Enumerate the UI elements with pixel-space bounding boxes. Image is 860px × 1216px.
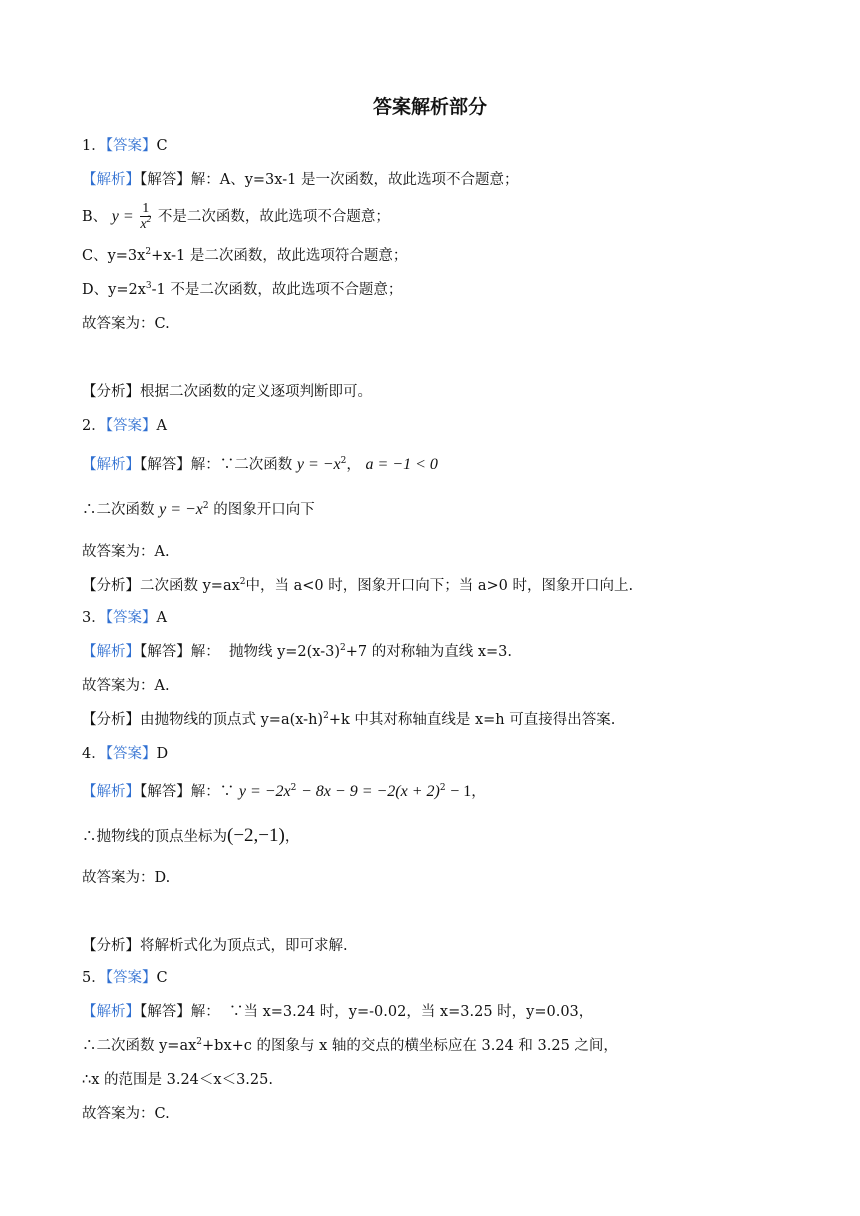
analysis-tag: 【解析】 <box>82 784 140 800</box>
answer-tag: 【答案】 <box>105 418 157 434</box>
q3-analysis: 【分析】由抛物线的顶点式 $y=a(x-h)^2+k$ 中其对称轴直线是 x=h 可直接得出答案. <box>82 711 616 728</box>
answer-tag: 【答案】 <box>105 746 157 762</box>
q1-analysis: 【分析】根据二次函数的定义逐项判断即可。 <box>82 384 372 400</box>
q5-conclusion: 故答案为：C. <box>82 1106 170 1122</box>
q1-answer-line: 1．【答案】C <box>82 138 168 154</box>
q5-line3: ∴x 的范围是 3.24＜x＜3.25. <box>82 1072 273 1088</box>
q4-line2: ∴抛物线的顶点坐标为(−2,−1)， <box>82 825 300 846</box>
analysis-tag: 【解析】 <box>82 644 140 660</box>
q5-line2: ∴二次函数 $y=ax^2+bx+c$ 的图象与 x 轴的交点的横坐标应在 3.24 和 3.25 之间， <box>82 1037 618 1054</box>
page-title: 答案解析部分 <box>372 96 487 118</box>
q5-answer-line: 5．【答案】C <box>82 970 168 986</box>
answer-value: D <box>156 746 169 762</box>
q2-conclusion: 故答案为：A. <box>82 544 170 560</box>
analysis-tag: 【解析】 <box>82 1004 140 1020</box>
q2-answer-line: 2．【答案】A <box>82 418 167 434</box>
q4-answer-line: 4．【答案】D <box>82 746 169 762</box>
answer-value: A <box>156 418 167 434</box>
q1-option-c: C、$y=3x^2+x-1$ 是二次函数，故此选项符合题意； <box>82 247 408 264</box>
q2-solution-line: 【解析】【解答】解：∵二次函数 $y = -x^2$， a = −1 < 0 <box>82 456 438 473</box>
analysis-tag: 【解析】 <box>82 457 140 473</box>
q2-line2: ∴二次函数 $y = -x^2$ 的图象开口向下 <box>82 501 315 518</box>
answer-value: C <box>156 138 168 154</box>
q3-answer-line: 3．【答案】A <box>82 610 167 626</box>
q1-conclusion: 故答案为：C. <box>82 316 170 332</box>
q4-solution-line: 【解析】【解答】解：∵ $y = -2x^2 - 8x - 9 = -2(x + 2)^2 - 1$， <box>82 783 486 800</box>
q1-option-b: B、 y = $\frac{1}{x^2}$ 不是二次函数，故此选项不合题意； <box>82 201 390 232</box>
q1-solution-line: 【解析】【解答】解：A、y=3x-1 是一次函数，故此选项不合题意； <box>82 172 519 188</box>
q5-solution-line: 【解析】【解答】解： ∵当 x=3.24 时，y=-0.02，当 x=3.25 时，y=0.03， <box>82 1004 594 1020</box>
answer-value: C <box>156 970 168 986</box>
q3-conclusion: 故答案为：A. <box>82 678 170 694</box>
answer-tag: 【答案】 <box>105 610 157 626</box>
q2-analysis: 【分析】二次函数 $y=ax^2$中，当 a<0 时，图象开口向下；当 a>0 时，图象开口向上. <box>82 577 634 594</box>
q1-option-d: D、$y=2x^3-1$ 不是二次函数，故此选项不合题意； <box>82 281 403 298</box>
q4-analysis: 【分析】将解析式化为顶点式，即可求解. <box>82 938 348 954</box>
q3-solution-line: 【解析】【解答】解： 抛物线 $y=2(x-3)^2+7$ 的对称轴为直线 x=3. <box>82 643 513 660</box>
fraction: $\frac{1}{x^2}$ <box>140 201 152 232</box>
answer-tag: 【答案】 <box>105 138 157 154</box>
answer-tag: 【答案】 <box>105 970 157 986</box>
analysis-tag: 【解析】 <box>82 172 140 188</box>
answer-value: A <box>156 610 167 626</box>
q4-conclusion: 故答案为：D. <box>82 870 171 886</box>
